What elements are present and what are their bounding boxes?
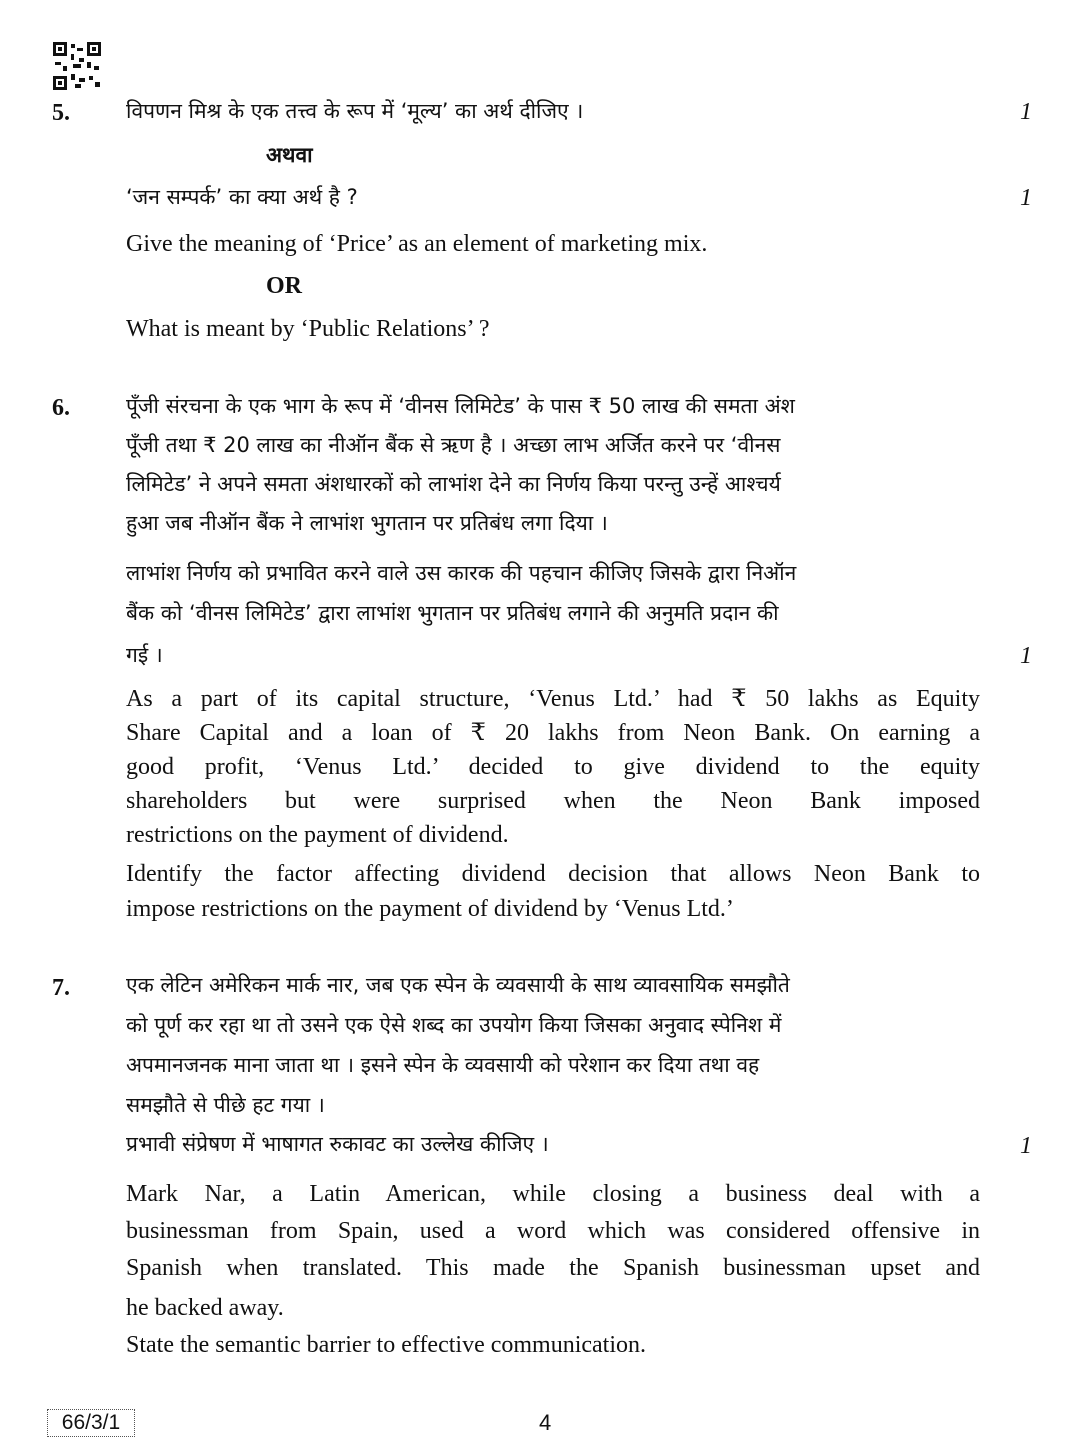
paragraph-line: गई । xyxy=(126,643,163,667)
question-number: 5. xyxy=(52,100,70,126)
paragraph-line: good profit, ‘Venus Ltd.’ decided to give dividend to the equity xyxy=(126,754,980,780)
paragraph-line: लाभांश निर्णय को प्रभावित करने वाले उस कारक की पहचान कीजिए जिसके द्वारा निऑन xyxy=(126,561,797,585)
question-number: 6. xyxy=(52,395,70,421)
marks: 1 xyxy=(1020,643,1032,669)
paper-code: 66/3/1 xyxy=(47,1409,135,1437)
paragraph-line: he backed away. xyxy=(126,1295,284,1321)
paragraph-line: restrictions on the payment of dividend. xyxy=(126,822,509,848)
question-text-english: State the semantic barrier to effective communication. xyxy=(126,1332,647,1358)
question-text-hindi: प्रभावी संप्रेषण में भाषागत रुकावट का उल्लेख कीजिए । xyxy=(126,1132,549,1156)
or-label-hindi: अथवा xyxy=(266,143,313,167)
paragraph-line: समझौते से पीछे हट गया । xyxy=(126,1093,325,1117)
paragraph-line: Mark Nar, a Latin American, while closing a business deal with a xyxy=(126,1181,980,1207)
paragraph-line: impose restrictions on the payment of dividend by ‘Venus Ltd.’ xyxy=(126,896,734,922)
question-number: 7. xyxy=(52,975,70,1001)
paragraph-line: As a part of its capital structure, ‘Venus Ltd.’ had ₹ 50 lakhs as Equity xyxy=(126,686,980,712)
paragraph-line: Identify the factor affecting dividend decision that allows Neon Bank to xyxy=(126,861,980,887)
paragraph-line: अपमानजनक माना जाता था । इसने स्पेन के व्यवसायी को परेशान कर दिया तथा वह xyxy=(126,1053,760,1077)
paragraph-line: पूँजी संरचना के एक भाग के रूप में ‘वीनस लिमिटेड’ के पास ₹ 50 लाख की समता अंश xyxy=(126,394,795,418)
paragraph-line: बैंक को ‘वीनस लिमिटेड’ द्वारा लाभांश भुगतान पर प्रतिबंध लगाने की अनुमति प्रदान की xyxy=(126,601,779,625)
or-label: OR xyxy=(266,273,302,299)
paragraph-line: हुआ जब नीऑन बैंक ने लाभांश भुगतान पर प्रतिबंध लगा दिया । xyxy=(126,511,608,535)
page-number: 4 xyxy=(539,1410,552,1435)
question-text-hindi: विपणन मिश्र के एक तत्त्व के रूप में ‘मूल्य’ का अर्थ दीजिए । xyxy=(126,99,584,123)
paragraph-line: shareholders but were surprised when the Neon Bank imposed xyxy=(126,788,980,814)
paragraph-line: Share Capital and a loan of ₹ 20 lakhs from Neon Bank. On earning a xyxy=(126,720,980,746)
question-text-english: Give the meaning of ‘Price’ as an element of marketing mix. xyxy=(126,231,708,257)
question-text-english-alt: What is meant by ‘Public Relations’ ? xyxy=(126,316,490,342)
paragraph-line: को पूर्ण कर रहा था तो उसने एक ऐसे शब्द का उपयोग किया जिसका अनुवाद स्पेनिश में xyxy=(126,1013,782,1037)
paragraph-line: लिमिटेड’ ने अपने समता अंशधारकों को लाभांश देने का निर्णय किया परन्तु उन्हें आश्चर्य xyxy=(126,472,781,496)
paragraph-line: पूँजी तथा ₹ 20 लाख का नीऑन बैंक से ऋण है । अच्छा लाभ अर्जित करने पर ‘वीनस xyxy=(126,433,781,457)
paragraph-line: एक लेटिन अमेरिकन मार्क नार, जब एक स्पेन के व्यवसायी के साथ व्यावसायिक समझौते xyxy=(126,973,790,997)
qr-code-icon xyxy=(53,42,101,90)
paragraph-line: businessman from Spain, used a word which was considered offensive in xyxy=(126,1218,980,1244)
marks: 1 xyxy=(1020,99,1032,125)
marks: 1 xyxy=(1020,1133,1032,1159)
marks: 1 xyxy=(1020,185,1032,211)
question-text-hindi-alt: ‘जन सम्पर्क’ का क्या अर्थ है ? xyxy=(126,185,358,209)
paragraph-line: Spanish when translated. This made the Spanish businessman upset and xyxy=(126,1255,980,1281)
